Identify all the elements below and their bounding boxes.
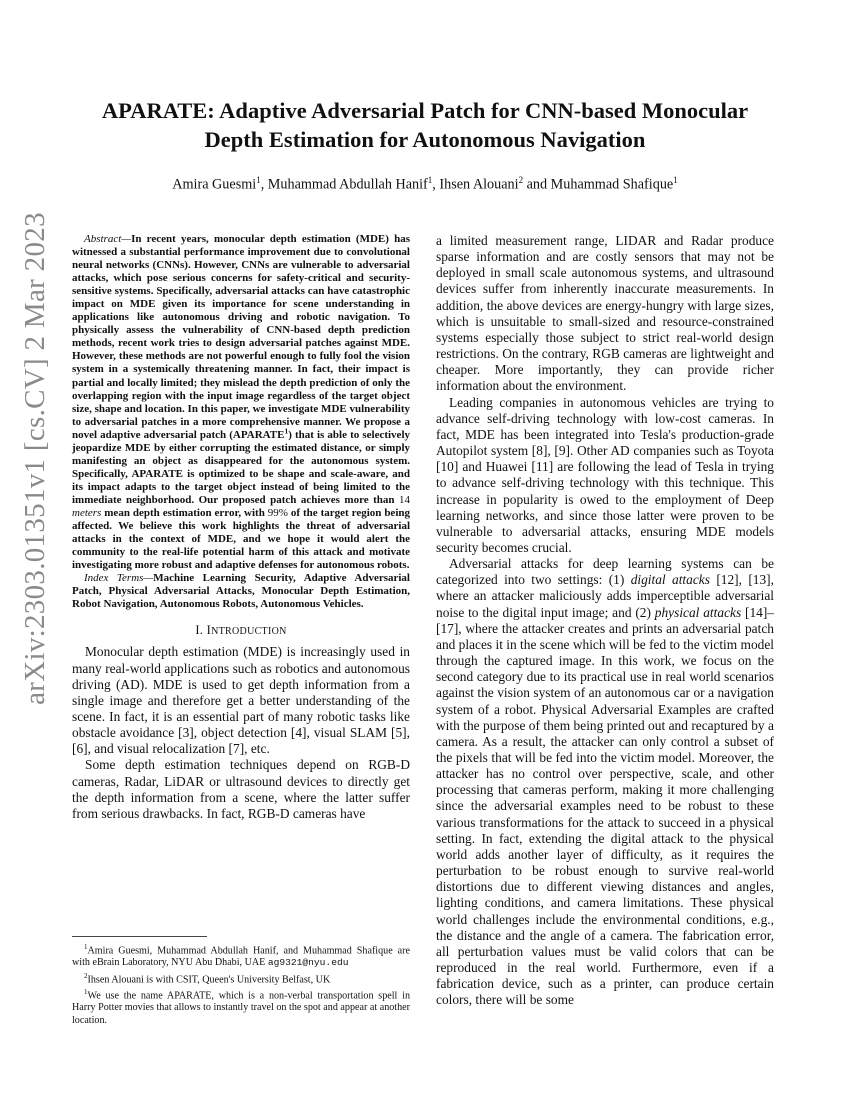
footnote-2-text: Ihsen Alouani is with CSIT, Queen's University Belfast, UK: [87, 973, 331, 985]
paper-title: [72, 96, 778, 154]
section-heading-introduction: [72, 623, 410, 638]
author-conjunction: and: [523, 176, 551, 193]
footnotes: [72, 941, 410, 1027]
footnote-2: [72, 970, 410, 986]
author-affiliation-mark: 1: [673, 175, 678, 185]
right-paragraph-2: Leading companies in autonomous vehicles are trying to advance self-driving technology with low-cost cameras. In fact, MDE has been integrated into Tesla's production-grade Autopilot system [8], [9]. Other AD companies such as Toyota [10] and Huawei [11] are following the lead of Tesla in trying to advance self-driving technology with this technique. This increase in popularity is owed to the employment of Deep learning networks, and since those latter were proven to be vulnerable to adversarial attacks, ensuring MDE models security becomes crucial.: [436, 394, 774, 555]
abstract-text-2: ) that is able to selectively jeopardize MDE by either corrupting the estimated distance, or simply manifesting an object as disappeared for the autonomous system. Specifically, APARATE is optimized to be shape and scale-aware, and its impact adapts to the target object instead of being limited to the immediate neighborhood. Our proposed patch achieves more than: [72, 428, 410, 506]
intro-paragraph-1: Monocular depth estimation (MDE) is increasingly used in many real-world applications such as robotics and autonomous driving (AD). MDE is used to get depth information from a single image and therefore get a better understanding of the scene. In fact, it is an essential part of many robotic tasks like obstacle avoidance [3], object detection [4], visual SLAM [5], [6], and visual relocalization [7], etc.: [72, 644, 410, 757]
author-name: Ihsen Alouani: [439, 176, 519, 193]
right-paragraph-3: [436, 556, 774, 1008]
footnote-mark: 2: [84, 971, 88, 980]
author-separator: ,: [260, 176, 268, 193]
index-terms-text: Machine Learning Security, Adaptive Adversarial Patch, Physical Adversarial Attacks, Monocular Depth Estimation, Robot Navigation, Autonomous Robots, Autonomous Vehicles.: [72, 572, 410, 611]
term-physical-attacks: physical attacks: [654, 604, 742, 620]
author-name: Muhammad Shafique: [550, 176, 674, 193]
right-paragraph-1: a limited measurement range, LIDAR and Radar produce sparse information and are costly sensors that may not be deployed in small scale autonomous systems, and ultrasound devices suffer from inherently inaccurate measurements. In addition, the above devices are energy-hungry with large sizes, which is unsuitable to small-sized and resource-constrained systems especially those subject to strict real-world design restrictions. On the contrary, RGB cameras are lightweight and cheaper. More importantly, they can provide richer information about the environment.: [436, 233, 774, 394]
right-paragraph-3-text-c: [12], [13], where an attacker maliciously adds imperceptible adversarial noise to the digital input image; and (2): [436, 572, 774, 620]
footnote-mark: 1: [84, 943, 88, 951]
abstract-text-4: of the target region being affected. We believe this work highlights the threat of adversarial attacks in the context of MDE, and we hope it would alert the community to the real-life potential harm of this attack and motivate investigating more robust and adaptive defenses for autonomous robots.: [72, 506, 410, 572]
paper-title-line-2: Depth Estimation for Autonomous Navigation: [204, 127, 646, 152]
author-name: Amira Guesmi: [172, 176, 257, 193]
author-affiliation-mark: 1: [427, 175, 433, 185]
abstract: [72, 233, 410, 572]
author-separator: ,: [432, 176, 440, 193]
section-title-rest: NTRODUCTION: [211, 626, 287, 638]
author-name: Muhammad Abdullah Hanif: [267, 176, 428, 193]
footnote-ref: 1: [284, 426, 289, 436]
left-column: [72, 233, 410, 822]
footnote-3-text: We use the name APARATE, which is a non-verbal transportation spell in Harry Potter movies that allows to instantly travel on the spot and appear at another location.: [72, 990, 410, 1026]
footnote-email: ag9321@nyu.edu: [267, 957, 349, 969]
right-column: [436, 233, 774, 1009]
section-title-initial: I: [206, 623, 212, 638]
footnote-1: [72, 941, 410, 970]
author-list: [72, 175, 778, 194]
author-affiliation-mark: 2: [518, 175, 524, 185]
abstract-text-1: In recent years, monocular depth estimation (MDE) has witnessed a substantial performance improvement due to convolutional neural networks (CNNs). However, CNNs are vulnerable to adversarial attacks, which pose serious concerns for safety-critical and security-sensitive systems. Specifically, adversarial attacks can have catastrophic impact on MDE given its importance for scene understanding in applications like autonomous driving and robotic navigation. To physically assess the vulnerability of CNN-based depth prediction methods, recent work tries to design adversarial patches against MDE. However, these methods are not powerful enough to fully fool the vision system in a systemically threatening manner. In fact, their impact is partial and locally limited; they mislead the depth prediction of only the overlapping region with the input image regardless of the target object size, shape and location. In this paper, we investigate MDE vulnerability to adversarial patches in a more comprehensive manner. We propose a novel adaptive adversarial patch (APARATE: [72, 233, 410, 441]
abstract-text-3: mean depth estimation error, with: [101, 506, 268, 519]
right-paragraph-3-text-a: Adversarial attacks for deep learning systems can be categorized into two settings: (1): [436, 556, 774, 588]
abstract-lead: Abstract—: [84, 233, 132, 245]
paper-title-line-1: APARATE: Adaptive Adversarial Patch for CNN-based Monocular: [101, 98, 749, 123]
index-terms-lead: Index Terms—: [84, 572, 154, 585]
intro-paragraph-2: Some depth estimation techniques depend on RGB-D cameras, Radar, LiDAR or ultrasound devices to directly get the depth information from a scene, where the latter suffer from serious drawbacks. In fact, RGB-D cameras have: [72, 757, 410, 821]
arxiv-identifier-text: arXiv:2303.01351v1 [cs.CV] 2 Mar 2023: [18, 211, 51, 705]
abstract-number-99: 99%: [267, 506, 288, 519]
author-affiliation-mark: 1: [256, 175, 261, 185]
arxiv-identifier-stamp: [14, 211, 56, 705]
footnote-1-text: Amira Guesmi, Muhammad Abdullah Hanif, and Muhammad Shafique are with eBrain Laboratory, NYU Abu Dhabi, UAE: [72, 945, 410, 969]
footnote-mark: 1: [84, 988, 88, 996]
right-paragraph-3-text-e: [14]–[17], where the attacker creates and prints an adversarial patch and places it in the scene which will be fed to the victim model through the captured image. In this work, we focus on the second category due to its practical use in real world scenarios against the vision system of an autonomous car or a navigation system of a robot. Physical Adversarial Examples are crafted with the purpose of them being printed out and recaptured by a camera. As a result, the attacker can only control a subset of the pixels that will be fed into the victim model. Moreover, the attacker has no control over perspective, scale, and other processing that cameras perform, making it more challenging since the adversarial examples need to be robust to these various transformations for the attack to succeed in a physical setting. In fact, extending the digital attack to the physical world adds another layer of difficulty, as it requires the perturbation to be robust enough to survive real-world distortions due to different viewing distances and angles, lighting conditions, and camera limitations. These physical world challenges include the environmental conditions, e.g., the distance and the angle of a camera. The fabrication error, all perturbation values must be valid colors that can be reproduced in the real world. Furthermore, even if a fabrication device, such as a printer, can produce certain colors, there will be some: [436, 604, 775, 1008]
term-digital-attacks: digital attacks: [630, 572, 710, 588]
footnote-rule: [72, 936, 207, 937]
index-terms: [72, 572, 410, 611]
footnote-3: [72, 986, 410, 1027]
section-numeral: I.: [195, 623, 207, 638]
abstract-unit-meters: meters: [72, 506, 102, 519]
abstract-number-14: 14: [399, 493, 410, 506]
